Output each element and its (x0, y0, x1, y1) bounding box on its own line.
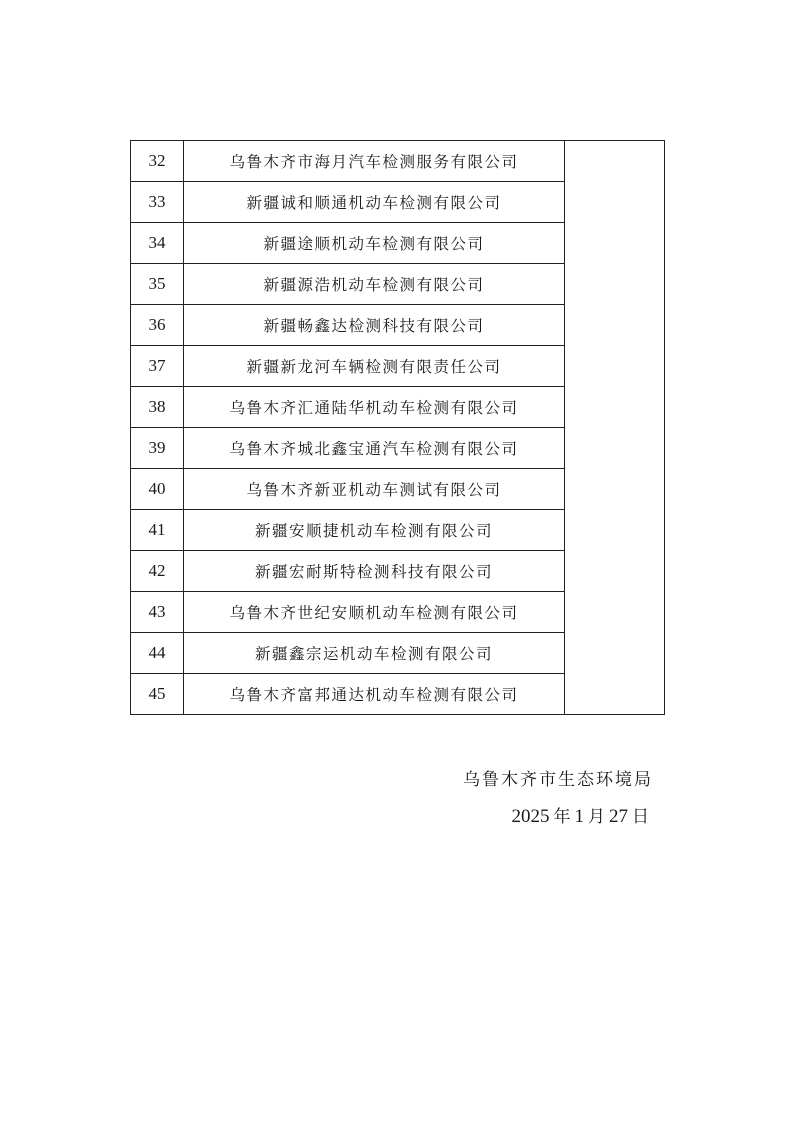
company-name: 乌鲁木齐汇通陆华机动车检测有限公司 (184, 387, 565, 428)
company-name: 新疆诚和顺通机动车检测有限公司 (184, 182, 565, 223)
company-list-table (130, 140, 665, 715)
signature-block (463, 765, 653, 828)
company-name: 乌鲁木齐富邦通达机动车检测有限公司 (184, 674, 565, 715)
row-number: 33 (131, 182, 184, 223)
company-name: 乌鲁木齐新亚机动车测试有限公司 (184, 469, 565, 510)
company-name: 乌鲁木齐城北鑫宝通汽车检测有限公司 (184, 428, 565, 469)
row-number: 38 (131, 387, 184, 428)
row-number: 41 (131, 510, 184, 551)
date-day: 27 (609, 806, 628, 827)
row-number: 35 (131, 264, 184, 305)
row-number: 37 (131, 346, 184, 387)
row-number: 42 (131, 551, 184, 592)
row-number: 34 (131, 223, 184, 264)
company-list-body (131, 141, 665, 715)
row-number: 36 (131, 305, 184, 346)
date-month: 1 (574, 806, 584, 827)
company-name: 乌鲁木齐市海月汽车检测服务有限公司 (184, 141, 565, 182)
table-row (131, 141, 665, 182)
issue-date (463, 802, 653, 828)
row-number: 39 (131, 428, 184, 469)
date-month-char: 月 (588, 807, 605, 827)
company-name: 新疆源浩机动车检测有限公司 (184, 264, 565, 305)
company-name: 新疆途顺机动车检测有限公司 (184, 223, 565, 264)
row-number: 44 (131, 633, 184, 674)
company-name: 新疆宏耐斯特检测科技有限公司 (184, 551, 565, 592)
company-name: 新疆鑫宗运机动车检测有限公司 (184, 633, 565, 674)
company-name: 新疆畅鑫达检测科技有限公司 (184, 305, 565, 346)
company-name: 乌鲁木齐世纪安顺机动车检测有限公司 (184, 592, 565, 633)
date-year: 2025 (511, 806, 550, 827)
row-number: 40 (131, 469, 184, 510)
company-name: 新疆安顺捷机动车检测有限公司 (184, 510, 565, 551)
issuing-organization: 乌鲁木齐市生态环境局 (463, 770, 653, 790)
row-number: 32 (131, 141, 184, 182)
row-number: 43 (131, 592, 184, 633)
row-number: 45 (131, 674, 184, 715)
company-name: 新疆新龙河车辆检测有限责任公司 (184, 346, 565, 387)
remarks-cell (565, 141, 665, 715)
date-day-char: 日 (632, 807, 649, 827)
date-year-char: 年 (553, 807, 571, 827)
